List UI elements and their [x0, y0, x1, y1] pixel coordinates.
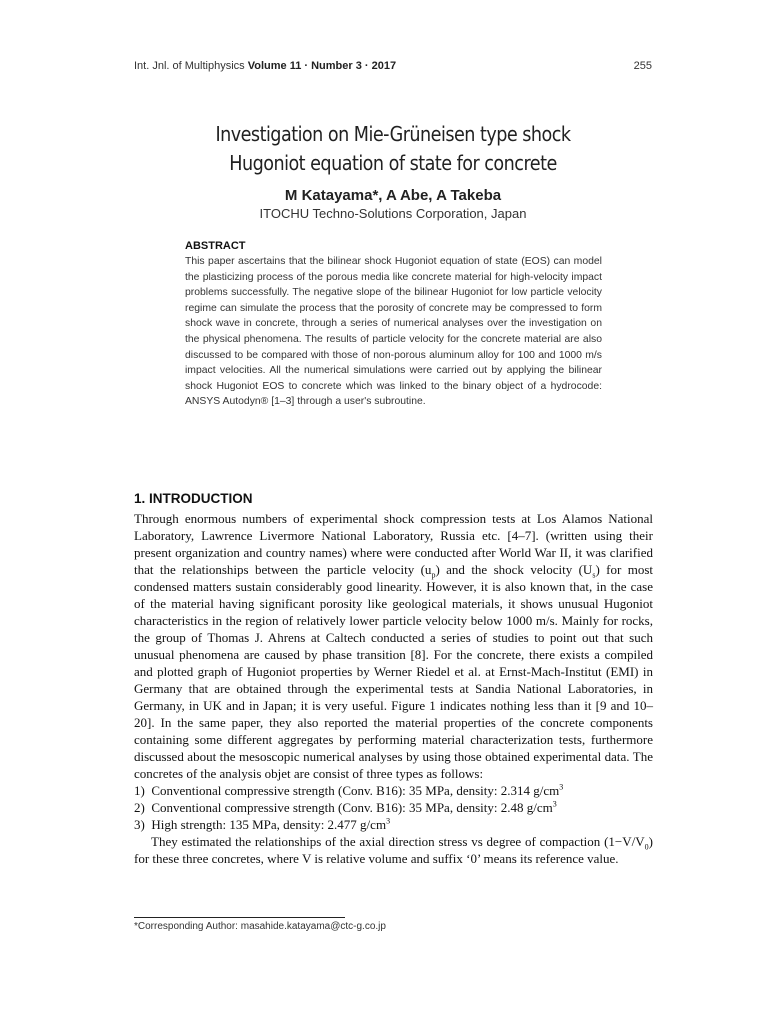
- list-item-text: Conventional compressive strength (Conv. B16): 35 MPa, density: 2.48 g/cm: [151, 800, 553, 815]
- journal-issue: Volume 11 · Number 3 · 2017: [247, 60, 397, 72]
- list-item: [134, 799, 653, 816]
- journal-citation: [134, 60, 396, 72]
- paper-title: [165, 120, 621, 178]
- page-number: 255: [633, 60, 652, 72]
- intro-p1-text-b: ) and the shock velocity (U: [435, 562, 593, 577]
- intro-p2-text-b: ) for these three concretes, where V is relative volume and suffix ‘0’ means its reference value.: [134, 834, 653, 866]
- list-item-text: High strength: 135 MPa, density: 2.477 g/cm: [151, 817, 387, 832]
- abstract-section: [185, 240, 602, 410]
- author-list: M Katayama*, A Abe, A Takeba: [284, 187, 502, 204]
- section-heading-introduction: 1. INTRODUCTION: [134, 491, 253, 506]
- subscript-0: 0: [644, 842, 649, 852]
- intro-paragraph-1: [134, 510, 653, 782]
- affiliation: ITOCHU Techno-Solutions Corporation, Japan: [259, 206, 527, 221]
- title-line-2: Hugoniot equation of state for concrete: [229, 151, 557, 175]
- subscript-p: p: [431, 570, 436, 580]
- superscript: 3: [559, 782, 564, 792]
- title-line-1: Investigation on Mie-Grüneisen type shock: [215, 122, 571, 146]
- journal-name: Int. Jnl. of Multiphysics: [134, 60, 245, 72]
- abstract-text: This paper ascertains that the bilinear shock Hugoniot equation of state (EOS) can model the plasticizing process of the porous media like concrete material for high-velocity impact problems successfully. The negative slope of the bilinear Hugoniot for low particle velocity regime can simulate the process that the porosity of concrete may be compressed to form shock wave in concrete, through a series of numerical analyses over the investigation on the physical phenomena. The results of particle velocity for the concrete material are also discussed to be compared with those of non-porous aluminum alloy for 100 and 1000 m/s impact velocities. All the numerical simulations were carried out by applying the bilinear shock Hugoniot EOS to concrete which was linked to the binary object of a hydrocode: ANSYS Autodyn® [1–3] through a user's subroutine.: [185, 256, 602, 408]
- list-item-number: 2): [134, 800, 145, 815]
- list-item: [134, 816, 653, 833]
- introduction-body: [134, 510, 653, 867]
- list-item-number: 3): [134, 817, 145, 832]
- list-item: [134, 782, 653, 799]
- abstract-heading: ABSTRACT: [185, 240, 246, 252]
- running-header: [134, 60, 652, 76]
- intro-p2-text-a: They estimated the relationships of the axial direction stress vs degree of compaction (1−V/V: [151, 834, 645, 849]
- list-item-number: 1): [134, 783, 145, 798]
- intro-paragraph-2: [134, 833, 653, 867]
- superscript: 3: [552, 799, 557, 809]
- subscript-s: s: [592, 570, 596, 580]
- list-item-text: Conventional compressive strength (Conv. B16): 35 MPa, density: 2.314 g/cm: [151, 783, 560, 798]
- superscript: 3: [386, 816, 391, 826]
- intro-p1-text-a: Through enormous numbers of experimental shock compression tests at Los Alamos National Laboratory, Lawrence Livermore National Laboratory, Russia etc. [4–7]. (written using their present organization and country names) where were conducted after World War II, it was clarified that the relationships between the particle velocity (u: [134, 511, 653, 577]
- footnote-divider: [134, 917, 345, 918]
- footnote-corresponding-author: *Corresponding Author: masahide.katayama@ctc-g.co.jp: [134, 921, 386, 932]
- intro-p1-text-c: ) for most condensed matters sustain considerably good linearity. However, it is also known that, in the case of the material having significant porosity like geological materials, it shows unusual Hugoniot characteristics in the region of relatively lower particle velocity below 1000 m/s. Mainly for rocks, the group of Thomas J. Ahrens at Caltech conducted a series of studies to point out that such unusual phenomena are caused by phase transition [8]. For the concrete, there exists a compiled and plotted graph of Hugoniot properties by Werner Riedel et al. at Ernst-Mach-Institut (EMI) in Germany that are obtained through the experimental tests at Sandia National Laboratories, in Germany, in UK and in Japan; it is very useful. Figure 1 indicates nothing less than it [9 and 10–20]. In the same paper, they also reported the material properties of the concrete components containing some different aggregates by performing material characterization tests, furthermore discussed about the mesoscopic numerical analyses by using those obtained experimental data. The concretes of the analysis objet are consist of three types as follows:: [134, 562, 653, 781]
